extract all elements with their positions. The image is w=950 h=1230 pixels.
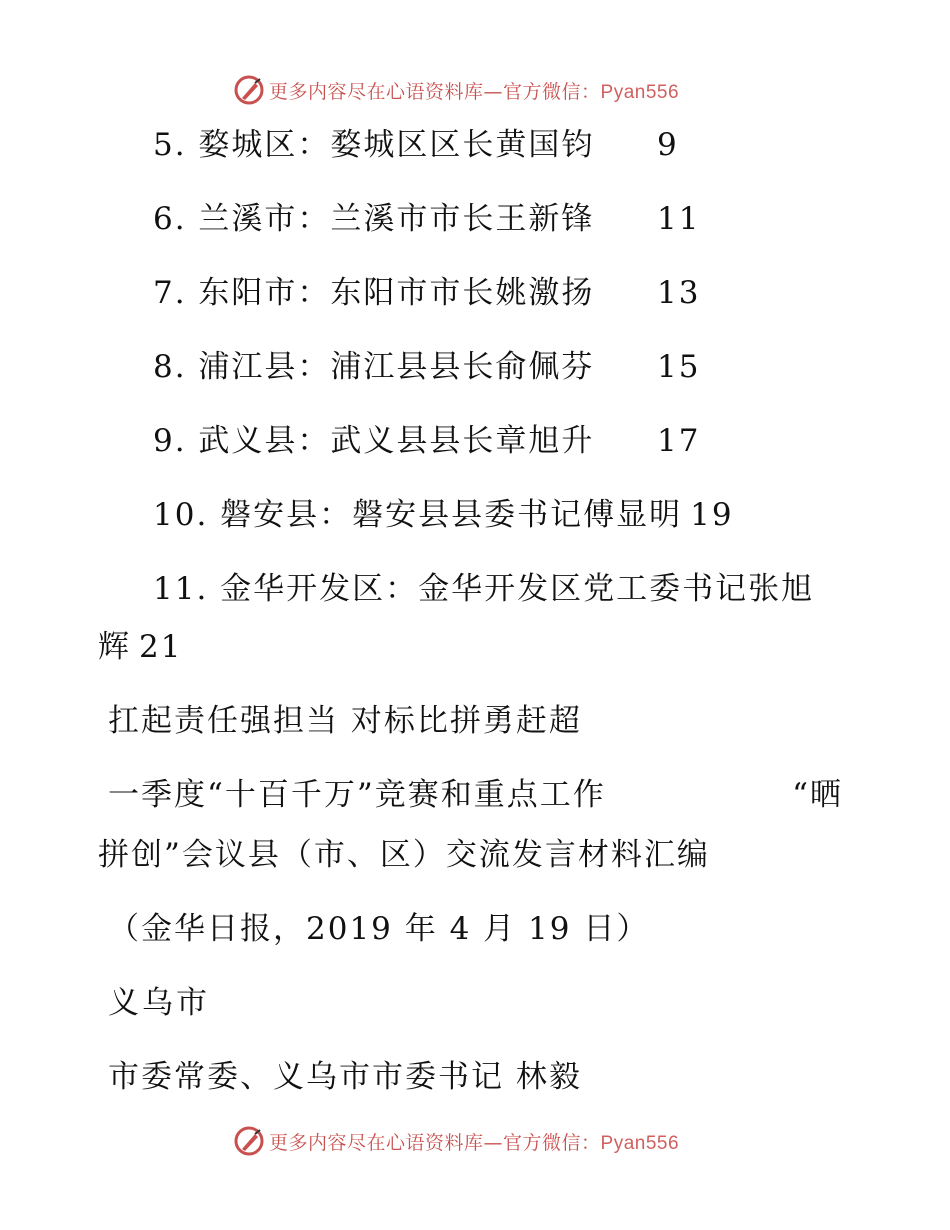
quill-logo-icon bbox=[233, 74, 265, 106]
watermark-header bbox=[233, 72, 679, 108]
headline: 扛起责任强担当 对标比拼勇赶超 bbox=[108, 703, 582, 739]
city-heading: 义乌市 bbox=[108, 985, 210, 1021]
watermark-text: 更多内容尽在心语资料库—官方微信：Pyan556 bbox=[269, 1131, 680, 1154]
toc-item: 9. 武义县：武义县县长章旭升 17 bbox=[153, 423, 701, 459]
subtitle-line-2: 拼创”会议县（市、区）交流发言材料汇编 bbox=[98, 837, 710, 873]
toc-item-continuation: 辉 21 bbox=[98, 629, 183, 665]
toc-item: 7. 东阳市：东阳市市长姚激扬 13 bbox=[153, 275, 701, 311]
toc-item: 8. 浦江县：浦江县县长俞佩芬 15 bbox=[153, 349, 701, 385]
quill-logo-icon bbox=[233, 1125, 265, 1157]
toc-item: 5. 婺城区：婺城区区长黄国钧 9 bbox=[153, 127, 679, 163]
watermark-text: 更多内容尽在心语资料库—官方微信：Pyan556 bbox=[269, 80, 680, 103]
toc-item: 6. 兰溪市：兰溪市市长王新锋 11 bbox=[153, 201, 701, 237]
source-line: （金华日报，2019 年 4 月 19 日） bbox=[108, 911, 650, 947]
toc-item: 11. 金华开发区：金华开发区党工委书记张旭 bbox=[153, 571, 815, 607]
subtitle-line-1: 一季度“十百千万”竞赛和重点工作 “晒 bbox=[108, 777, 843, 813]
speaker-line: 市委常委、义乌市市委书记 林毅 bbox=[108, 1059, 582, 1095]
watermark-footer bbox=[233, 1123, 679, 1159]
toc-item: 10. 磐安县：磐安县县委书记傅显明 19 bbox=[153, 497, 734, 533]
